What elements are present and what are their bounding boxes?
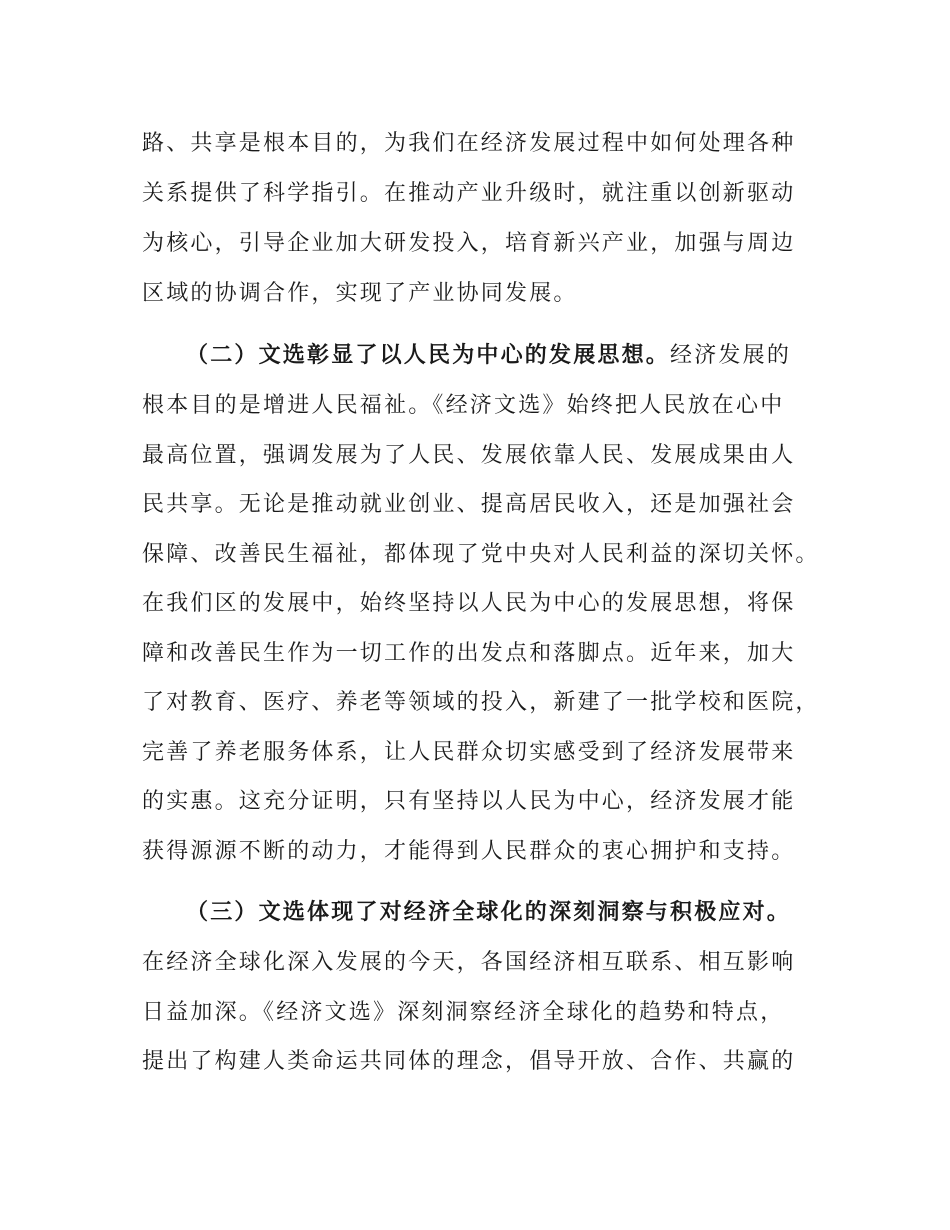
paragraph-2-line-6: 在我们区的发展中，始终坚持以人民为中心的发展思想，将保 bbox=[142, 591, 796, 616]
paragraph-2-line-5: 保障、改善民生福祉，都体现了党中央对人民利益的深切关怀。 bbox=[142, 542, 820, 567]
paragraph-2-line-11: 获得源源不断的动力，才能得到人民群众的衷心拥护和支持。 bbox=[142, 839, 796, 864]
paragraph-2-line-4: 民共享。无论是推动就业创业、提高居民收入，还是加强社会 bbox=[142, 492, 796, 517]
paragraph-2-line-10: 的实惠。这充分证明，只有坚持以人民为中心，经济发展才能 bbox=[142, 789, 796, 814]
paragraph-3-line-2: 在经济全球化深入发展的今天，各国经济相互联系、相互影响 bbox=[142, 950, 796, 975]
paragraph-1-line-3: 为核心，引导企业加大研发投入，培育新兴产业，加强与周边 bbox=[142, 231, 796, 256]
section-2-heading: （二）文选彰显了以人民为中心的发展思想。 bbox=[186, 343, 671, 368]
paragraph-2-line-9: 完善了养老服务体系，让人民群众切实感受到了经济发展带来 bbox=[142, 740, 796, 765]
paragraph-2-line-8: 了对教育、医疗、养老等领域的投入，新建了一批学校和医院， bbox=[142, 690, 820, 715]
paragraph-1-line-1: 路、共享是根本目的，为我们在经济发展过程中如何处理各种 bbox=[142, 131, 796, 156]
paragraph-3-line-3: 日益加深。《经济文选》深刻洞察经济全球化的趋势和特点， bbox=[142, 1000, 785, 1025]
paragraph-2-line-1 bbox=[186, 341, 791, 371]
paragraph-2-first-line-rest: 经济发展的 bbox=[670, 343, 792, 368]
paragraph-2-line-3: 最高位置，强调发展为了人民、发展依靠人民、发展成果由人 bbox=[142, 443, 796, 468]
paragraph-2-line-7: 障和改善民生作为一切工作的出发点和落脚点。近年来，加大 bbox=[142, 641, 796, 666]
paragraph-2-line-2: 根本目的是增进人民福祉。《经济文选》始终把人民放在心中 bbox=[142, 393, 785, 418]
paragraph-1-line-2: 关系提供了科学指引。在推动产业升级时，就注重以创新驱动 bbox=[142, 181, 796, 206]
paragraph-1-line-4: 区域的协调合作，实现了产业协同发展。 bbox=[142, 281, 578, 306]
section-3-heading: （三）文选体现了对经济全球化的深刻洞察与积极应对。 bbox=[186, 900, 792, 925]
paragraph-3-line-4: 提出了构建人类命运共同体的理念，倡导开放、合作、共赢的 bbox=[142, 1049, 796, 1074]
